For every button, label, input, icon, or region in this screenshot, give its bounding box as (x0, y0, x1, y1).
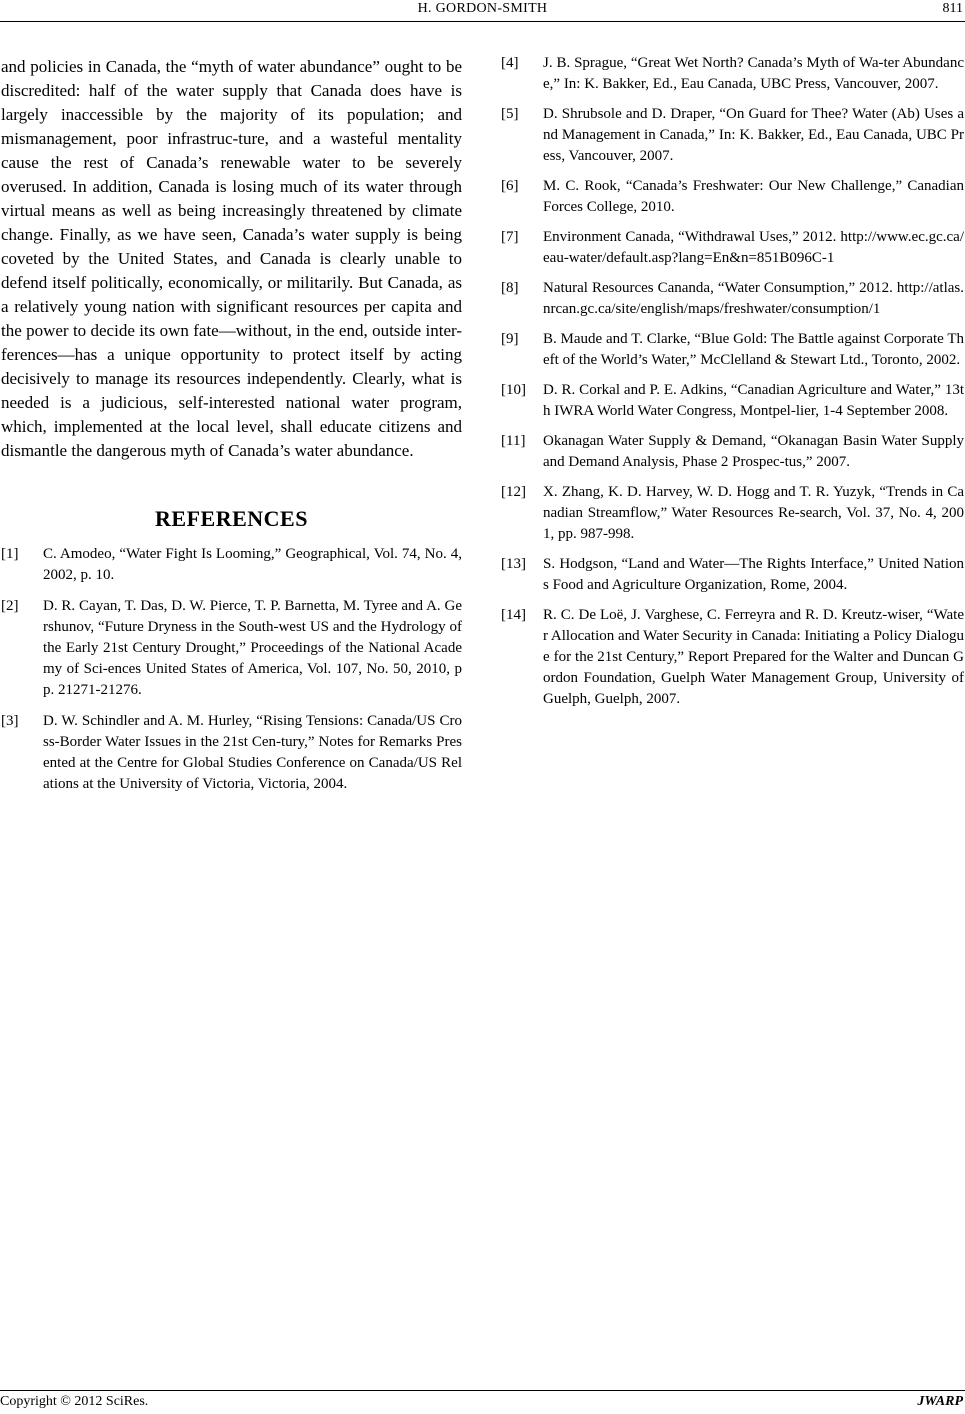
reference-text: Natural Resources Cananda, “Water Consumption,” 2012. http://atlas.nrcan.gc.ca/site/english/maps/freshwater/consumption/1 (543, 280, 964, 317)
reference-number: [12] (501, 484, 526, 500)
page-number: 811 (942, 1, 963, 16)
copyright-notice: Copyright © 2012 SciRes. (0, 1394, 149, 1409)
reference-item (501, 53, 964, 95)
reference-text: D. R. Corkal and P. E. Adkins, “Canadian Agriculture and Water,” 13th IWRA World Water Congress, Montpel-lier, 1-4 September 2008. (543, 382, 964, 419)
reference-number: [5] (501, 106, 519, 122)
reference-number: [1] (1, 546, 19, 562)
reference-text: S. Hodgson, “Land and Water—The Rights Interface,” United Nations Food and Agriculture Organization, Rome, 2004. (543, 556, 964, 593)
reference-item (1, 544, 462, 586)
body-paragraph: and policies in Canada, the “myth of water abundance” ought to be discredited: half of the water supply that Canada does have is largely inaccessible by the majority of its population; and mismanagement, poor infrastruc-ture, and a wasteful mentality cause the rest of Canada’s renewable water to be severely overused. In addition, Canada is losing much of its water through virtual means as well as being increasingly threatened by climate change. Finally, as we have seen, Canada’s water supply is being coveted by the United States, and Canada is clearly unable to defend itself politically, economically, or militarily. But Canada, as a relatively young nation with significant resources per capita and the power to decide its own fate—without, in the end, outside inter-ferences—has a unique opportunity to protect itself by acting decisively to manage its resources independently. Clearly, what is needed is a judicious, self-interested national water program, which, implemented at the local level, shall educate citizens and dismantle the dangerous myth of Canada’s water abundance. (1, 57, 462, 460)
reference-text: X. Zhang, K. D. Harvey, W. D. Hogg and T. R. Yuzyk, “Trends in Canadian Streamflow,” Water Resources Re-search, Vol. 37, No. 4, 2001, pp. 987-998. (543, 484, 964, 542)
reference-list-left (1, 544, 462, 795)
reference-item (501, 605, 964, 710)
reference-item (1, 711, 462, 795)
reference-text: Okanagan Water Supply & Demand, “Okanagan Basin Water Supply and Demand Analysis, Phase 2 Prospec-tus,” 2007. (543, 433, 964, 470)
reference-item (501, 380, 964, 422)
reference-number: [4] (501, 55, 519, 71)
reference-text: C. Amodeo, “Water Fight Is Looming,” Geographical, Vol. 74, No. 4, 2002, p. 10. (43, 546, 462, 583)
reference-item (501, 482, 964, 545)
reference-item (501, 227, 964, 269)
reference-item (501, 431, 964, 473)
reference-text: D. R. Cayan, T. Das, D. W. Pierce, T. P. Barnetta, M. Tyree and A. Gershunov, “Future Dryness in the South-west US and the Hydrology of the Early 21st Century Drought,” Proceedings of the National Academy of Sci-ences United States of America, Vol. 107, No. 50, 2010, pp. 21271-21276. (43, 598, 462, 698)
reference-item (501, 329, 964, 371)
reference-text: B. Maude and T. Clarke, “Blue Gold: The Battle against Corporate Theft of the World’s Water,” McClelland & Stewart Ltd., Toronto, 2002. (543, 331, 964, 368)
reference-text: J. B. Sprague, “Great Wet North? Canada’s Myth of Wa-ter Abundance,” In: K. Bakker, Ed., Eau Canada, UBC Press, Vancouver, 2007. (543, 55, 964, 92)
reference-item (501, 104, 964, 167)
right-column (501, 53, 964, 719)
reference-item (1, 596, 462, 701)
reference-number: [13] (501, 556, 526, 572)
reference-text: Environment Canada, “Withdrawal Uses,” 2012. http://www.ec.gc.ca/eau-water/default.asp?lang=En&n=851B096C-1 (543, 229, 964, 266)
references-heading: REFERENCES (155, 506, 308, 531)
reference-text: R. C. De Loë, J. Varghese, C. Ferreyra and R. D. Kreutz-wiser, “Water Allocation and Water Security in Canada: Initiating a Policy Dialogue for the 21st Century,” Report Prepared for the Walter and Duncan Gordon Foundation, Guelph Water Management Group, University of Guelph, Guelph, 2007. (543, 607, 964, 707)
reference-number: [7] (501, 229, 519, 245)
reference-number: [3] (1, 713, 19, 729)
reference-item (501, 278, 964, 320)
reference-number: [6] (501, 178, 519, 194)
reference-number: [2] (1, 598, 19, 614)
reference-text: D. Shrubsole and D. Draper, “On Guard for Thee? Water (Ab) Uses and Management in Canada,” In: K. Bakker, Ed., Eau Canada, UBC Press, Vancouver, 2007. (543, 106, 964, 164)
reference-number: [10] (501, 382, 526, 398)
reference-text: D. W. Schindler and A. M. Hurley, “Rising Tensions: Canada/US Cross-Border Water Issues in the 21st Cen-tury,” Notes for Remarks Presented at the Centre for Global Studies Conference on Canada/US Relations at the University of Victoria, Victoria, 2004. (43, 713, 462, 792)
reference-number: [9] (501, 331, 519, 347)
reference-number: [11] (501, 433, 526, 449)
journal-abbreviation: JWARP (917, 1394, 963, 1409)
reference-number: [14] (501, 607, 526, 623)
left-column (1, 55, 462, 805)
reference-text: M. C. Rook, “Canada’s Freshwater: Our New Challenge,” Canadian Forces College, 2010. (543, 178, 964, 215)
footer-divider (0, 1390, 965, 1391)
reference-item (501, 554, 964, 596)
reference-number: [8] (501, 280, 519, 296)
header-divider (0, 21, 965, 22)
running-head-author: H. GORDON-SMITH (417, 1, 548, 16)
reference-item (501, 176, 964, 218)
